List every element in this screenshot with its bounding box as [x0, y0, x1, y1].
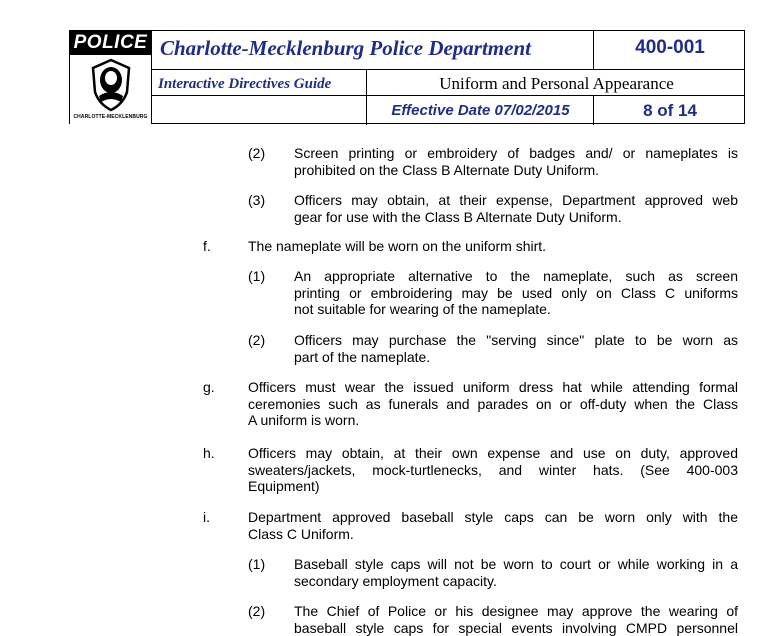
item-label: f. — [203, 238, 211, 255]
item-text — [248, 509, 738, 542]
text-line: Class C Uniform. — [248, 526, 738, 543]
item-label: (3) — [248, 192, 265, 209]
text-line: Department approved baseball style caps can be worn only with the — [248, 509, 738, 526]
item-text — [248, 445, 738, 495]
item-text — [294, 603, 738, 636]
logo-police-text: POLICE — [70, 31, 151, 55]
text-line: An appropriate alternative to the nameplate, such as screen — [294, 268, 738, 285]
text-line: prohibited on the Class B Alternate Duty Uniform. — [294, 162, 738, 179]
item-text — [294, 145, 738, 178]
text-line: Officers may purchase the "serving since" plate to be worn as — [294, 332, 738, 349]
text-line: not suitable for wearing of the nameplate. — [294, 301, 738, 318]
item-label: (2) — [248, 332, 265, 349]
header-divider — [152, 69, 745, 70]
department-name: Charlotte-Mecklenburg Police Department — [160, 36, 531, 61]
text-line: baseball style caps for special events involving CMPD personnel — [294, 620, 738, 636]
item-label: (2) — [248, 145, 265, 162]
text-line: Officers must wear the issued uniform dress hat while attending formal — [248, 379, 738, 396]
item-text — [294, 332, 738, 365]
effective-date: Effective Date 07/02/2015 — [367, 102, 594, 119]
header-divider — [152, 95, 745, 96]
police-seal-icon — [89, 58, 133, 112]
text-line: Baseball style caps will not be worn to court or while working in a — [294, 556, 738, 573]
directive-header — [69, 30, 745, 124]
item-text — [248, 379, 738, 429]
text-line: Officers may obtain, at their expense, Department approved web — [294, 192, 738, 209]
text-line: part of the nameplate. — [294, 349, 738, 366]
guide-title: Interactive Directives Guide — [158, 76, 331, 93]
text-line: ceremonies such as funerals and parades on or off-duty when the Class — [248, 396, 738, 413]
item-label: i. — [203, 509, 210, 526]
page-number: 8 of 14 — [594, 101, 746, 121]
directive-number: 400-001 — [594, 37, 746, 59]
text-line: The nameplate will be worn on the uniform shirt. — [248, 238, 738, 255]
item-text — [248, 238, 738, 255]
item-label: h. — [203, 445, 215, 462]
text-line: secondary employment capacity. — [294, 573, 738, 590]
item-text — [294, 268, 738, 318]
text-line: printing or embroidering may be used only on Class C uniforms — [294, 285, 738, 302]
text-line: Equipment) — [248, 478, 738, 495]
item-label: (1) — [248, 268, 265, 285]
item-text — [294, 192, 738, 225]
item-text — [294, 556, 738, 589]
police-logo — [70, 31, 152, 124]
logo-city-text: CHARLOTTE-MECKLENBURG — [70, 114, 151, 120]
text-line: Screen printing or embroidery of badges and/ or nameplates is — [294, 145, 738, 162]
item-label: (2) — [248, 603, 265, 620]
text-line: A uniform is worn. — [248, 412, 738, 429]
text-line: gear for use with the Class B Alternate Duty Uniform. — [294, 209, 738, 226]
item-label: (1) — [248, 556, 265, 573]
text-line: sweaters/jackets, mock-turtlenecks, and winter hats. (See 400-003 — [248, 462, 738, 479]
text-line: Officers may obtain, at their own expense and use on duty, approved — [248, 445, 738, 462]
text-line: The Chief of Police or his designee may approve the wearing of — [294, 603, 738, 620]
item-label: g. — [203, 379, 215, 396]
directive-subject: Uniform and Personal Appearance — [367, 74, 746, 94]
